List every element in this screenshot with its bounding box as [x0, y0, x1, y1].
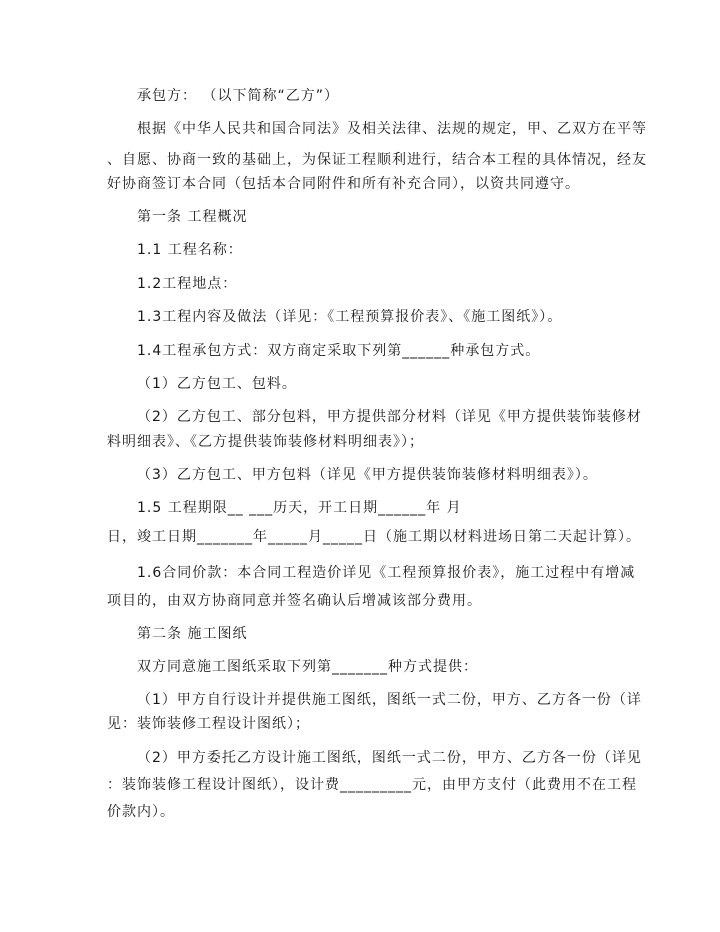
option-1: （1）乙方包工、包料。	[137, 376, 297, 392]
option-2-line-1: （2）乙方包工、部分包料，甲方提供部分材料（详见《甲方提供装饰装修材	[137, 409, 642, 425]
preamble-paragraph-line-2: 、自愿、协商一致的基础上，为保证工程顺利进行，结合本工程的具体情况，经友	[107, 152, 647, 168]
clause-1-5-line-1: 1.5 工程期限__ ___历天，开工日期______年 月	[137, 500, 462, 516]
preamble-paragraph-line-3: 好协商签订本合同（包括本合同附件和所有补充合同），以资共同遵守。	[107, 176, 580, 192]
drawing-option-2-line-1: （2）甲方委托乙方设计施工图纸，图纸一式二份，甲方、乙方各一份（详见	[137, 750, 642, 766]
clause-1-6-line-2: 项目的，由双方协商同意并签名确认后增减该部分费用。	[107, 593, 482, 609]
drawing-option-1-line-1: （1）甲方自行设计并提供施工图纸，图纸一式二份，甲方、乙方各一份（详	[137, 692, 642, 708]
clause-1-2: 1.2工程地点：	[137, 276, 238, 292]
contractor-party-line: 承包方： （以下简称“乙方”）	[137, 88, 339, 104]
option-2-line-2: 料明细表》、《乙方提供装饰装修材料明细表》）；	[107, 434, 424, 450]
article-two-intro: 双方同意施工图纸采取下列第_______种方式提供：	[137, 659, 478, 675]
clause-1-1: 1.1 工程名称：	[137, 242, 243, 258]
drawing-option-1-line-2: 见：装饰装修工程设计图纸）；	[107, 716, 310, 732]
clause-1-5-line-2: 日，竣工日期_______年_____月_____日（施工期以材料进场日第二天起计算）。	[107, 529, 641, 545]
drawing-option-2-line-3: 价款内）。	[107, 804, 175, 820]
preamble-paragraph-line-1: 根据《中华人民共和国合同法》及相关法律、法规的规定，甲、乙双方在平等	[137, 121, 647, 137]
clause-1-6-line-1: 1.6合同价款：本合同工程造价详见《工程预算报价表》，施工过程中有增减	[137, 565, 636, 581]
article-two-heading: 第二条 施工图纸	[137, 626, 248, 642]
article-one-heading: 第一条 工程概况	[137, 209, 248, 225]
option-3: （3）乙方包工、甲方包料（详见《甲方提供装饰装修材料明细表》）。	[137, 467, 598, 483]
drawing-option-2-line-2: ：装饰装修工程设计图纸），设计费_________元，由甲方支付（此费用不在工程	[107, 777, 637, 793]
clause-1-4: 1.4工程承包方式：双方商定采取下列第______种承包方式。	[137, 343, 541, 359]
clause-1-3: 1.3工程内容及做法（详见：《工程预算报价表》、《施工图纸》）。	[137, 309, 563, 325]
